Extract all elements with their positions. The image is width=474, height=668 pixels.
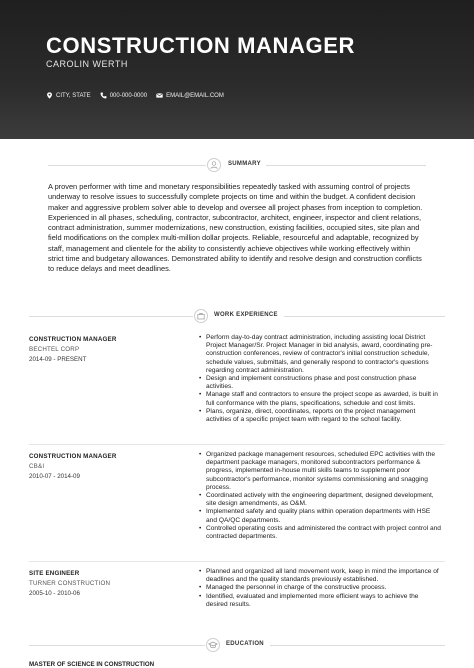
list-item: • Plans, organize, direct, coordinates, reports on the project management activities of a specific project team with regard to the school facility. [199,408,441,424]
list-item: • Managed the personnel in charge of the constructive process. [199,584,441,592]
job-divider [29,444,445,445]
location-pin-icon [46,92,53,99]
list-item: • Planned and organized all land movement work, keep in mind the importance of deadlines and the quality standards previously established. [199,568,441,584]
resume-name: CONSTRUCTION MANAGER [46,33,355,58]
job-title: CONSTRUCTION MANAGER [29,336,117,343]
job-dates: 2010-07 - 2014-09 [29,473,80,480]
job-bullets [199,568,441,609]
contact-row [46,92,224,99]
list-item: • Design and implement constructions phase and post construction phase activities. [199,375,441,391]
divider-line [48,165,206,166]
job-title: CONSTRUCTION MANAGER [29,453,117,460]
job-divider [29,561,445,562]
contact-phone-text: 000-000-0000 [109,92,148,99]
divider-line [270,645,445,646]
list-item: • Manage staff and contractors to ensure the project scope as awarded, is built in full conformance with the plans, specifications, schedule and cost limits. [199,391,441,407]
contact-email [156,92,224,99]
job-entry [29,336,179,363]
contact-location-text: CITY, STATE [56,92,91,99]
section-label: EDUCATION [226,641,264,647]
section-label: WORK EXPERIENCE [214,312,278,318]
job-entry [29,570,179,597]
section-label: SUMMARY [228,161,261,167]
job-bullets [199,451,441,541]
briefcase-icon [194,309,208,323]
job-dates: 2014-09 - PRESENT [29,356,87,363]
graduation-cap-icon [206,638,220,652]
education-degree: MASTER OF SCIENCE IN CONSTRUCTION [29,661,155,668]
job-bullets [199,334,441,424]
list-item: • Organized package management resources, scheduled EPC activities with the department package managers, monitored subcontractors performance & progress, implemented in-house multi skills teams to supplement poor subcontractor's performance, monitor systems commissioning and snagging process. [199,451,441,492]
contact-email-text: EMAIL@EMAIL.COM [166,92,224,99]
list-item: • Perform day-to-day contract administration, including assisting local District Project Manager/Sr. Project Manager in bid analysis, award, coordinating pre-construction conferences, review of contractor's initial construction schedule, schedule values, submittals, and generally respond to contractor's questions regarding contract administration. [199,334,441,375]
list-item: • Identified, evaluated and implemented more efficient ways to achieve the desired results. [199,593,441,609]
list-item: • Coordinated actively with the engineering department, designed development, site design amendments, as O&M. [199,492,441,508]
resume-header [0,0,474,139]
divider-line [29,645,205,646]
job-company: TURNER CONSTRUCTION [29,580,111,587]
divider-line [29,316,193,317]
list-item: • Implemented safety and quality plans within operation departments with HSE and QA/QC departments. [199,508,441,524]
section-title-work [0,309,474,323]
contact-location [46,92,91,99]
divider-line [266,165,426,166]
contact-phone [100,92,147,99]
job-dates: 2005-10 - 2010-06 [29,590,80,597]
divider-line [284,316,445,317]
section-title-education [0,638,474,652]
phone-icon [100,92,107,99]
job-company: CB&I [29,463,45,470]
job-entry [29,453,179,480]
summary-paragraph: A proven performer with time and monetary responsibilities repeatedly tasked with assuming control of projects underway to resolve issues to successfully complete projects on time and within the budget. A confident decision maker and aggressive problem solver able to develop and oversee all project phases from inception to completion. Experienced in all phases, scheduling, contractor, subcontractor, architect, engineer, inspector and client relations, contract administration, summer modernizations, new construction, existing facilities, occupied sites, site plan and field modifications on the complex multi-million dollar projects. Reliable, resourceful and adaptable, recognized by staff, management and clientele for the ability to consistently achieve objectives while working effectively within strict time and budgetary allowances. Demonstrated ability to identify and resolve design and construction conflicts to reduce delays and meet deadlines. [48,182,423,274]
job-title: SITE ENGINEER [29,570,80,577]
job-company: BECHTEL CORP [29,346,80,353]
section-title-summary [0,158,474,172]
envelope-icon [156,92,163,99]
resume-subtitle: CAROLIN WERTH [46,59,128,69]
person-icon [207,158,221,172]
list-item: • Controlled operating costs and administered the contract with project control and contracted departments. [199,525,441,541]
